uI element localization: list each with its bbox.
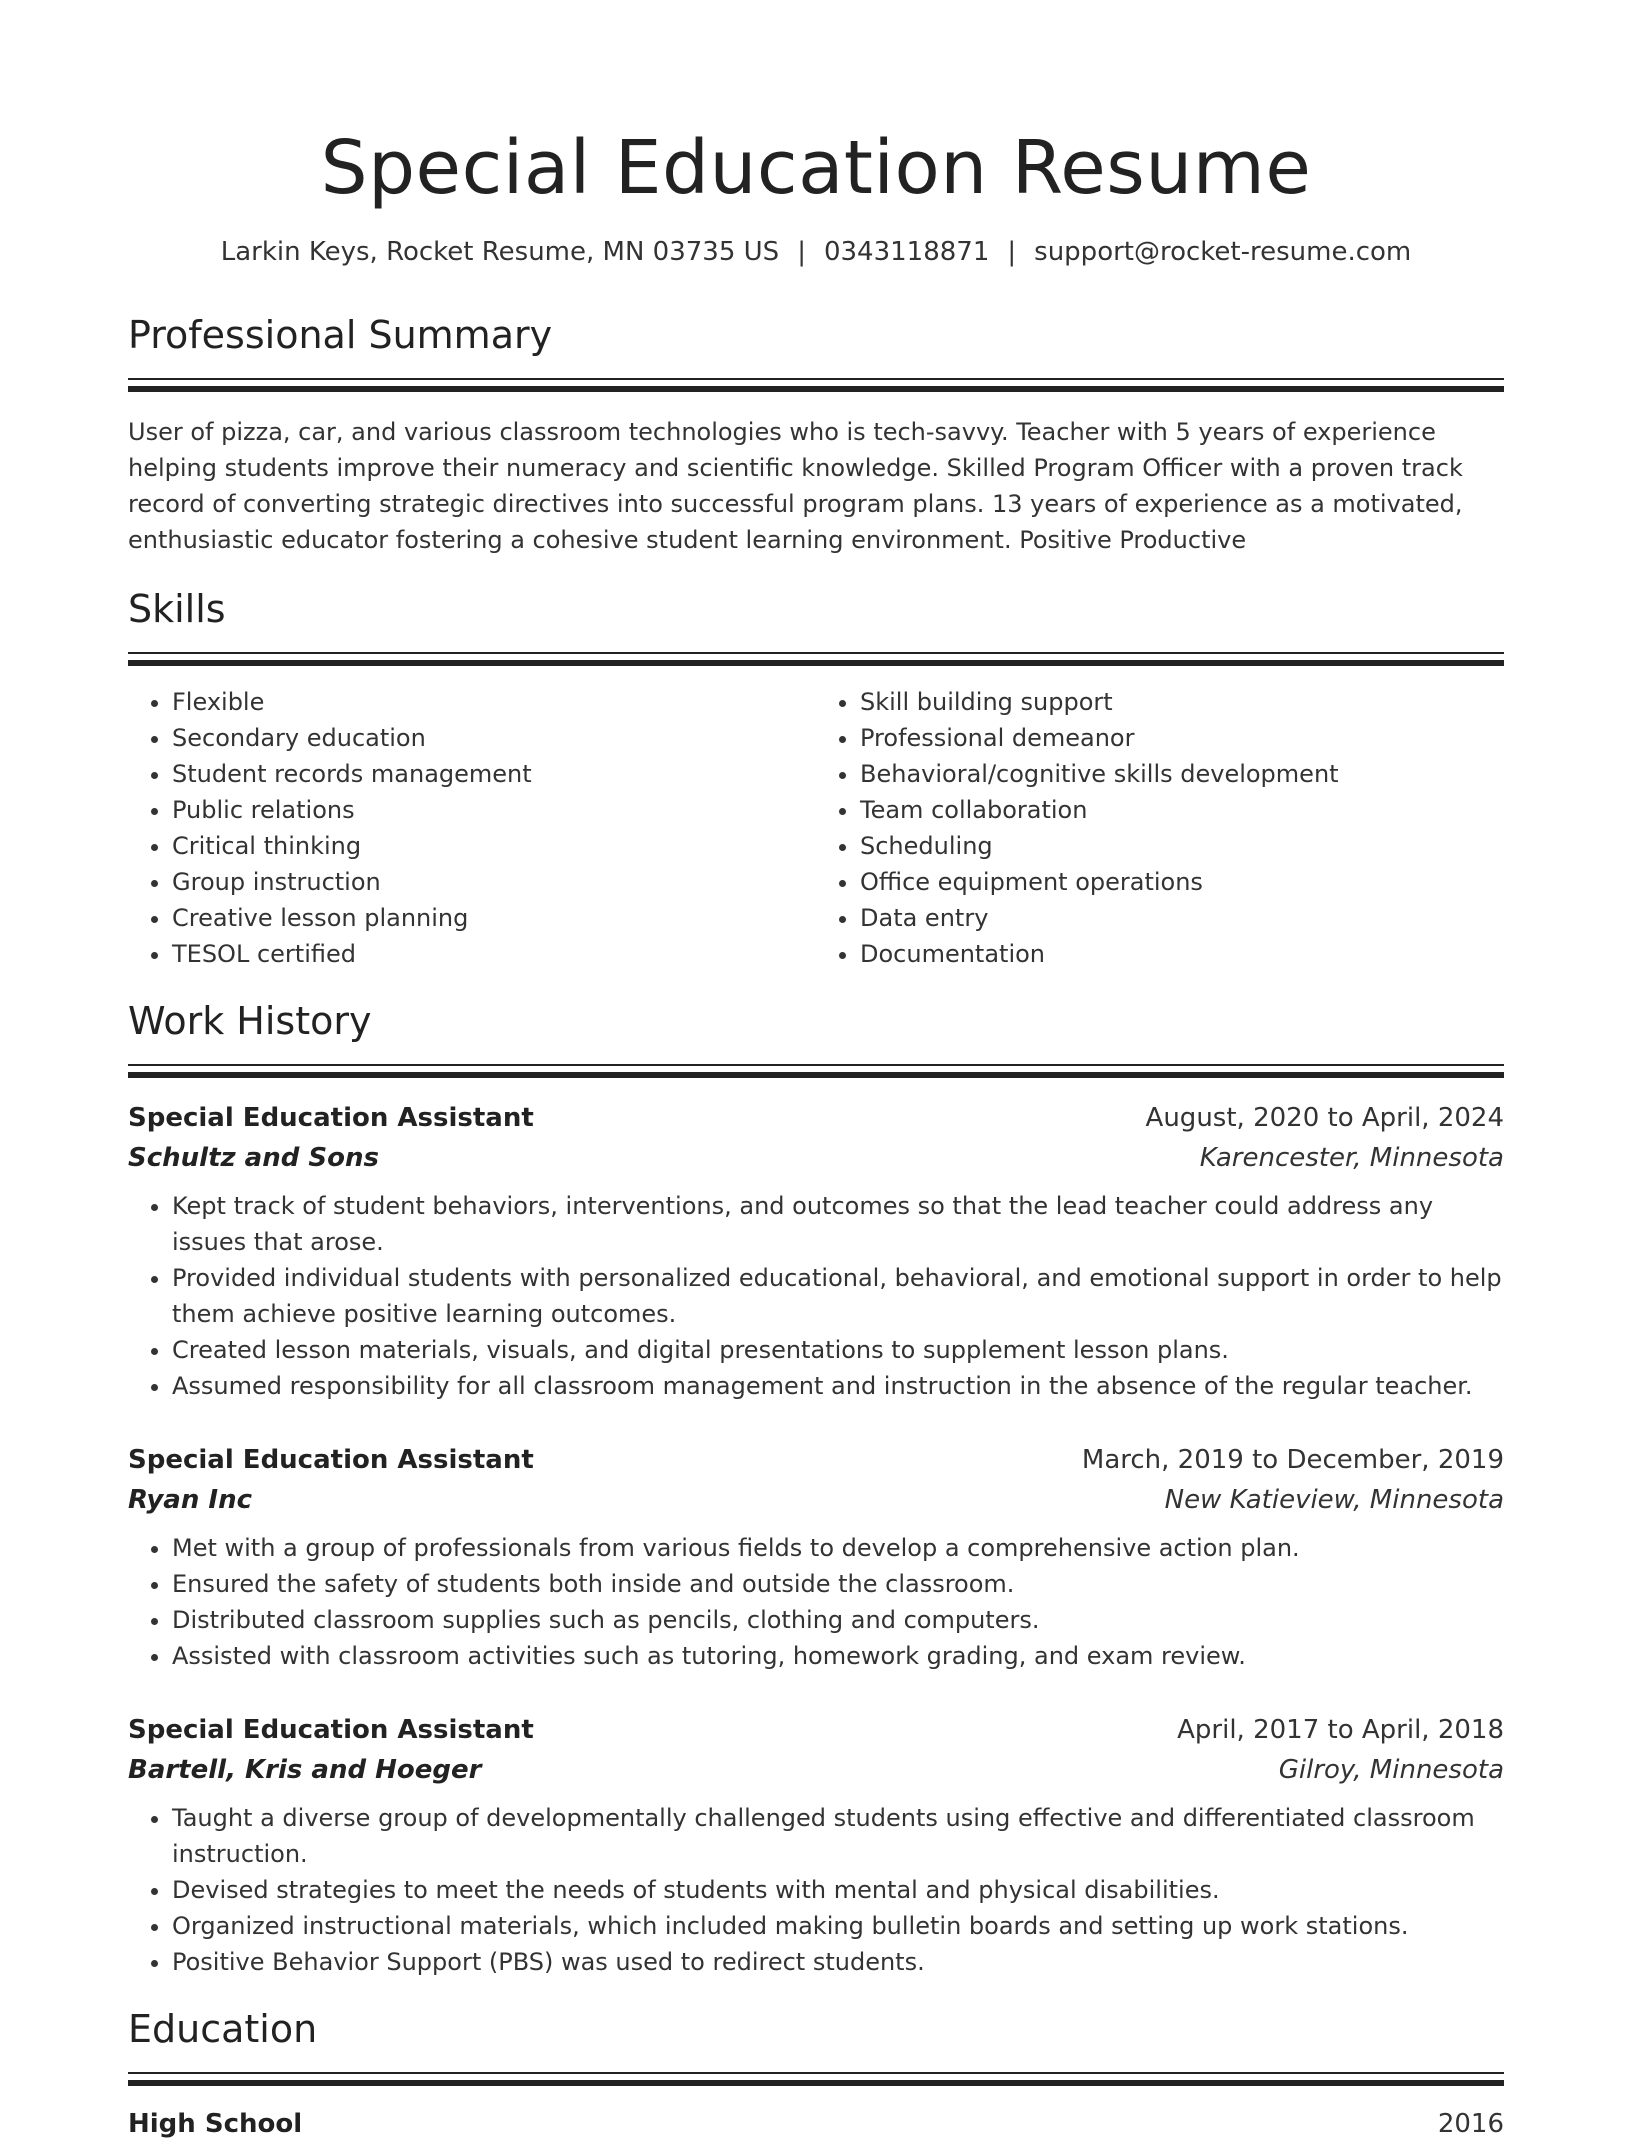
section-divider bbox=[128, 386, 1504, 392]
section-heading-skills: Skills bbox=[128, 587, 226, 631]
skill-item: • Flexible bbox=[172, 684, 816, 720]
skill-item: • Professional demeanor bbox=[860, 720, 1504, 756]
education-entry bbox=[128, 2104, 1504, 2144]
job-title: Special Education Assistant bbox=[128, 1715, 534, 1745]
section-divider bbox=[128, 2080, 1504, 2086]
job-bullet: • Assisted with classroom activities such as tutoring, homework grading, and exam review. bbox=[172, 1638, 1504, 1674]
job-title: Special Education Assistant bbox=[128, 1445, 534, 1475]
job-dates: August, 2020 to April, 2024 bbox=[1145, 1103, 1504, 1133]
skills-list-left bbox=[128, 684, 816, 972]
skill-item: • Behavioral/cognitive skills development bbox=[860, 756, 1504, 792]
contact-address: Larkin Keys, Rocket Resume, MN 03735 US bbox=[220, 237, 780, 267]
contact-separator: | bbox=[797, 237, 806, 267]
contact-line bbox=[128, 234, 1504, 270]
job-bullet: • Kept track of student behaviors, interventions, and outcomes so that the lead teacher could address any issues that arose. bbox=[172, 1188, 1504, 1260]
job-entry bbox=[128, 1098, 1504, 1404]
section-divider bbox=[128, 1064, 1504, 1066]
section-heading-summary: Professional Summary bbox=[128, 313, 553, 357]
job-dates: March, 2019 to December, 2019 bbox=[1081, 1445, 1504, 1475]
summary-text: User of pizza, car, and various classroom technologies who is tech-savvy. Teacher with 5 years of experience helping students improve their numeracy and scientific knowledge. Skilled Program Officer with a proven track record of converting strategic directives into successful program plans. 13 years of experience as a motivated, enthusiastic educator fostering a cohesive student learning environment. Positive Productive bbox=[128, 418, 1463, 554]
skill-item: • Creative lesson planning bbox=[172, 900, 816, 936]
skill-item: • Office equipment operations bbox=[860, 864, 1504, 900]
skill-item: • Student records management bbox=[172, 756, 816, 792]
job-company: Ryan Inc bbox=[128, 1485, 253, 1515]
job-bullet: • Assumed responsibility for all classroom management and instruction in the absence of the regular teacher. bbox=[172, 1368, 1504, 1404]
job-title: Special Education Assistant bbox=[128, 1103, 534, 1133]
job-bullets bbox=[128, 1530, 1504, 1674]
skill-item: • Team collaboration bbox=[860, 792, 1504, 828]
skills-section bbox=[128, 584, 1504, 972]
job-bullet: • Distributed classroom supplies such as pencils, clothing and computers. bbox=[172, 1602, 1504, 1638]
job-bullet: • Positive Behavior Support (PBS) was used to redirect students. bbox=[172, 1944, 1504, 1980]
section-heading-work-history: Work History bbox=[128, 999, 372, 1043]
job-bullet: • Ensured the safety of students both inside and outside the classroom. bbox=[172, 1566, 1504, 1602]
job-bullet: • Met with a group of professionals from various fields to develop a comprehensive action plan. bbox=[172, 1530, 1504, 1566]
job-entry bbox=[128, 1440, 1504, 1674]
section-divider bbox=[128, 2072, 1504, 2074]
work-history-section bbox=[128, 996, 1504, 1980]
contact-separator: | bbox=[1007, 237, 1017, 267]
job-bullet: • Devised strategies to meet the needs of students with mental and physical disabilities. bbox=[172, 1872, 1504, 1908]
skills-list-right bbox=[816, 684, 1504, 972]
section-heading-education: Education bbox=[128, 2007, 318, 2051]
education-year: 2016 bbox=[1437, 2109, 1504, 2139]
skill-item: • Secondary education bbox=[172, 720, 816, 756]
job-bullet: • Provided individual students with personalized educational, behavioral, and emotional support in order to help them achieve positive learning outcomes. bbox=[172, 1260, 1504, 1332]
job-bullet: • Taught a diverse group of developmentally challenged students using effective and differentiated classroom instruction. bbox=[172, 1800, 1504, 1872]
skill-item: • Group instruction bbox=[172, 864, 816, 900]
job-entry bbox=[128, 1710, 1504, 1980]
job-location: Gilroy, Minnesota bbox=[1278, 1755, 1504, 1785]
job-location: New Katieview, Minnesota bbox=[1164, 1485, 1504, 1515]
job-bullets bbox=[128, 1188, 1504, 1404]
job-bullet: • Created lesson materials, visuals, and digital presentations to supplement lesson plans. bbox=[172, 1332, 1504, 1368]
section-divider bbox=[128, 652, 1504, 654]
section-divider bbox=[128, 1072, 1504, 1078]
skill-item: • TESOL certified bbox=[172, 936, 816, 972]
skill-item: • Public relations bbox=[172, 792, 816, 828]
skill-item: • Data entry bbox=[860, 900, 1504, 936]
job-company: Schultz and Sons bbox=[128, 1143, 379, 1173]
resume-title: Special Education Resume bbox=[320, 125, 1312, 211]
job-bullet: • Organized instructional materials, which included making bulletin boards and setting up work stations. bbox=[172, 1908, 1504, 1944]
skill-item: • Critical thinking bbox=[172, 828, 816, 864]
skill-item: • Documentation bbox=[860, 936, 1504, 972]
section-divider bbox=[128, 378, 1504, 380]
summary-section bbox=[128, 310, 1504, 558]
education-section bbox=[128, 2004, 1504, 2144]
job-location: Karencester, Minnesota bbox=[1199, 1143, 1504, 1173]
resume-page bbox=[128, 0, 1504, 2144]
job-company: Bartell, Kris and Hoeger bbox=[128, 1755, 482, 1785]
contact-phone: 0343118871 bbox=[823, 237, 990, 267]
education-degree: High School bbox=[128, 2109, 303, 2139]
section-divider bbox=[128, 660, 1504, 666]
skill-item: • Skill building support bbox=[860, 684, 1504, 720]
skills-columns bbox=[128, 684, 1504, 972]
job-bullets bbox=[128, 1800, 1504, 1980]
contact-email: support@rocket-resume.com bbox=[1034, 237, 1412, 267]
skill-item: • Scheduling bbox=[860, 828, 1504, 864]
job-dates: April, 2017 to April, 2018 bbox=[1177, 1715, 1504, 1745]
